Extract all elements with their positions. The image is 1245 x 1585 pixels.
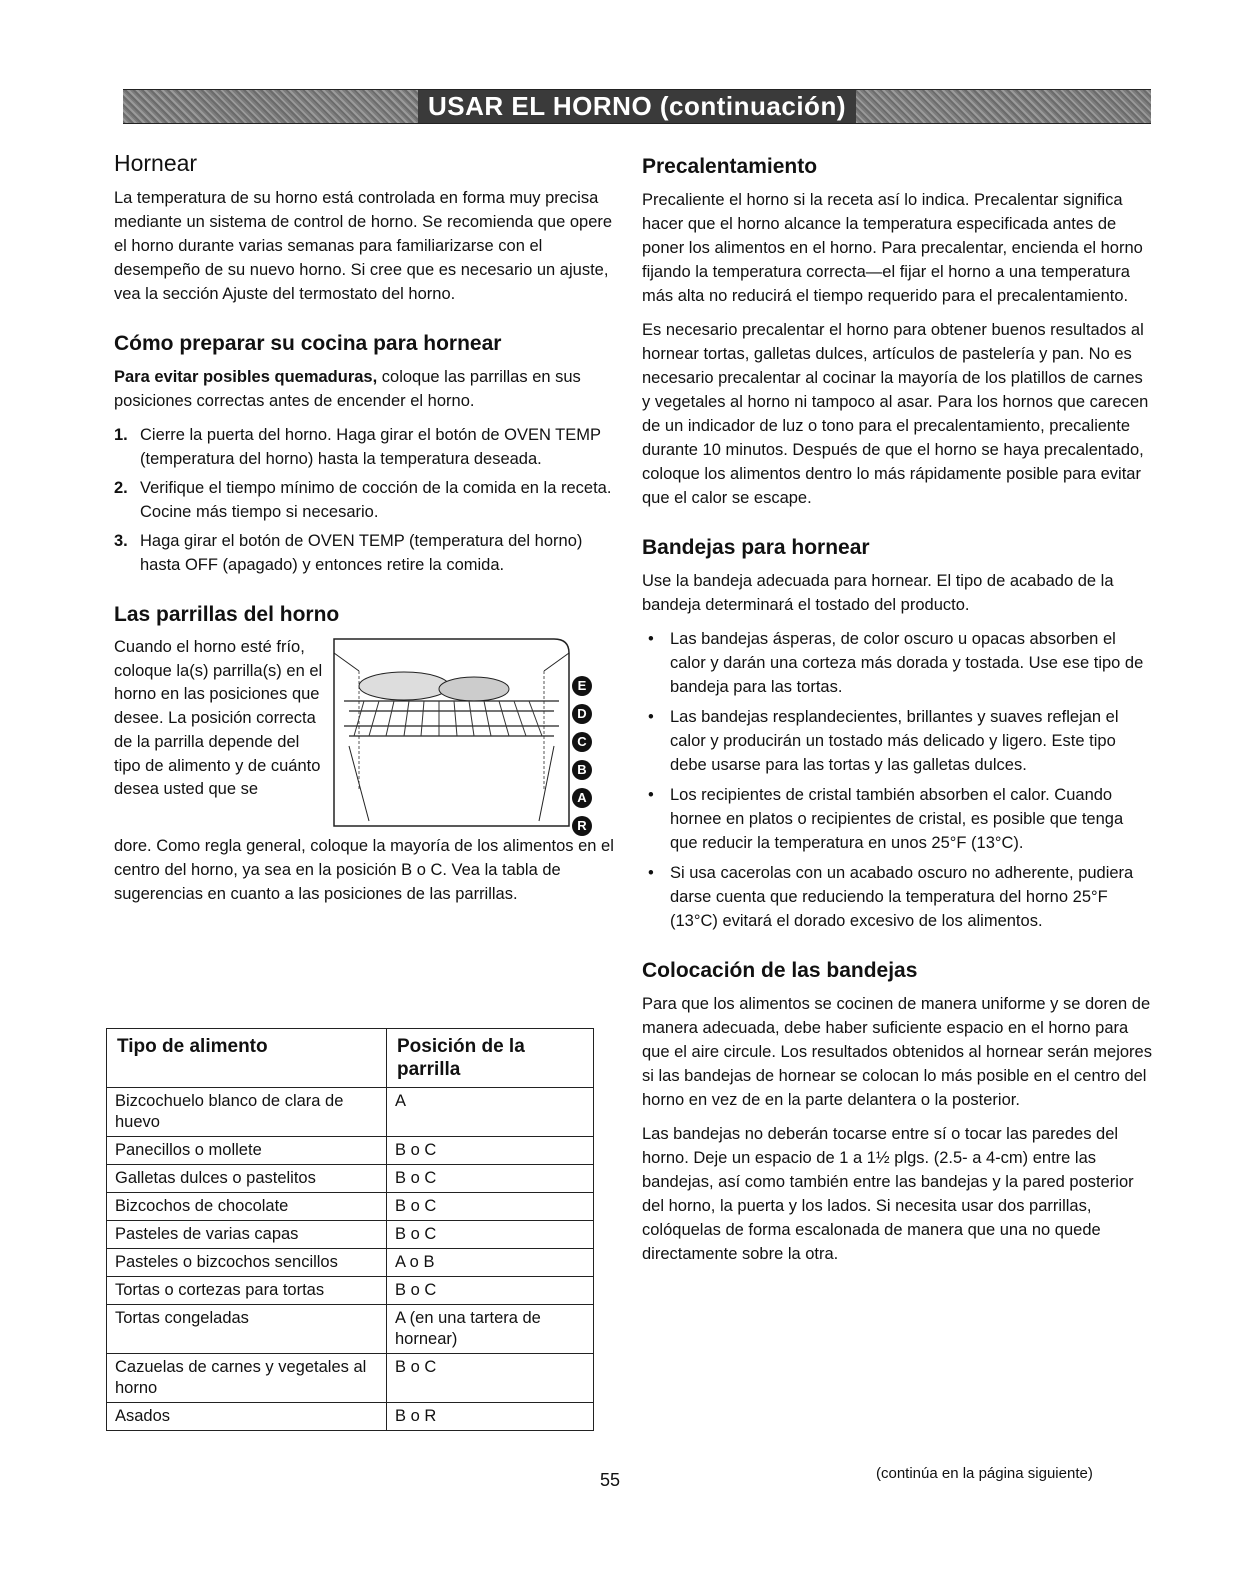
cell-food: Bizcochuelo blanco de clara de huevo (107, 1088, 387, 1137)
step-number: 1. (114, 426, 128, 444)
cell-food: Asados (107, 1403, 387, 1431)
table-row (107, 1165, 594, 1193)
section-hornear (114, 150, 614, 306)
col-header-food: Tipo de alimento (107, 1029, 387, 1088)
cell-position: B o R (387, 1403, 594, 1431)
list-item (642, 861, 1152, 933)
table-row (107, 1354, 594, 1403)
continued-note: (continúa en la página siguiente) (876, 1465, 1093, 1482)
bandejas-intro: Use la bandeja adecuada para hornear. El tipo de acabado de la bandeja determinará el tostado del producto. (642, 572, 1114, 614)
oven-rack-illustration (324, 631, 594, 836)
step-text: Verifique el tiempo mínimo de cocción de la comida en la receta. Cocine más tiempo si necesario. (140, 479, 612, 521)
cell-position: A (en una tartera de hornear) (387, 1305, 594, 1354)
page-number: 55 (600, 1470, 621, 1490)
rack-label-c: C (572, 732, 592, 752)
table-row (107, 1088, 594, 1137)
bullet-text: Las bandejas resplandecientes, brillantes y suaves reflejan el calor y producirán un tostado más delicado y ligero. Este tipo debe usarse para las tortas y las galletas dulces. (670, 708, 1119, 774)
preparar-steps (114, 423, 614, 577)
rack-position-table (106, 1028, 594, 1431)
cell-food: Tortas congeladas (107, 1305, 387, 1354)
section-bandejas (642, 536, 1152, 933)
bullet-icon: • (648, 864, 654, 882)
preparar-heading: Cómo preparar su cocina para hornear (114, 332, 502, 355)
bandejas-bullets (642, 627, 1152, 933)
hornear-body: La temperatura de su horno está controlada en forma muy precisa mediante un sistema de control de horno. Se recomienda que opere el horno durante varias semanas para familiarizarse con el desempeño de su nuevo horno. Si cree que es necesario un ajuste, vea la sección Ajuste del termostato del horno. (114, 189, 613, 303)
rack-label-b: B (572, 760, 592, 780)
rack-position-labels (572, 676, 594, 844)
cell-position: B o C (387, 1165, 594, 1193)
bullet-text: Las bandejas ásperas, de color oscuro u opacas absorben el calor y darán una corteza más dorada y tostada. Use ese tipo de bandeja para las tortas. (670, 630, 1144, 696)
parrillas-figure-area (114, 636, 614, 834)
table-row (107, 1221, 594, 1249)
parrillas-heading: Las parrillas del horno (114, 603, 340, 626)
table-row (107, 1305, 594, 1354)
cell-food: Bizcochos de chocolate (107, 1193, 387, 1221)
cell-food: Galletas dulces o pastelitos (107, 1165, 387, 1193)
cell-food: Tortas o cortezas para tortas (107, 1277, 387, 1305)
preparar-intro (114, 365, 614, 413)
rack-label-e: E (572, 676, 592, 696)
step-number: 2. (114, 479, 128, 497)
step-number: 3. (114, 532, 128, 550)
bullet-icon: • (648, 630, 654, 648)
right-column (642, 155, 1152, 1276)
cell-food: Cazuelas de carnes y vegetales al horno (107, 1354, 387, 1403)
list-item (114, 423, 614, 471)
section-precalentamiento (642, 155, 1152, 510)
bullet-text: Los recipientes de cristal también absorben el calor. Cuando hornee en platos o recipientes de cristal, es posible que tenga que reducir la temperatura en unos 25°F (13°C). (670, 786, 1124, 852)
cell-food: Pasteles de varias capas (107, 1221, 387, 1249)
left-column (114, 150, 614, 916)
rack-label-r: R (572, 816, 592, 836)
step-text: Cierre la puerta del horno. Haga girar el botón de OVEN TEMP (temperatura del horno) hasta la temperatura deseada. (140, 426, 601, 468)
bandejas-heading: Bandejas para hornear (642, 536, 870, 559)
list-item (642, 783, 1152, 855)
precalentamiento-p1: Precaliente el horno si la receta así lo indica. Precalentar significa hacer que el horno alcance la temperatura especificada antes de poner los alimentos en el horno. Para precalentar, encienda el horno fijando la temperatura correcta—el fijar el horno a una temperatura más alta no reducirá el tiempo requerido para el precalentamiento. (642, 191, 1143, 305)
cell-position: A (387, 1088, 594, 1137)
section-colocacion (642, 959, 1152, 1266)
cell-food: Panecillos o mollete (107, 1137, 387, 1165)
cell-position: B o C (387, 1221, 594, 1249)
list-item (114, 529, 614, 577)
preparar-lead: Para evitar posibles quemaduras, (114, 368, 378, 386)
list-item (642, 627, 1152, 699)
cell-position: B o C (387, 1354, 594, 1403)
colocacion-p1: Para que los alimentos se cocinen de manera uniforme y se doren de manera adecuada, debe haber suficiente espacio en el horno para que el aire circule. Los resultados obtenidos al hornear serán mejores si las bandejas de hornear se colocan lo más posible en el centro del horno en vez de en la parte delantera o la posterior. (642, 995, 1152, 1109)
cell-food: Pasteles o bizcochos sencillos (107, 1249, 387, 1277)
step-text: Haga girar el botón de OVEN TEMP (temperatura del horno) hasta OFF (apagado) y entonces retire la comida. (140, 532, 583, 574)
list-item (114, 476, 614, 524)
preparar-lead-rest: coloque las parrillas en sus posiciones correctas antes de encender el horno. (114, 368, 581, 410)
table-header-row (107, 1029, 594, 1088)
bullet-icon: • (648, 786, 654, 804)
table-row (107, 1193, 594, 1221)
cell-position: B o C (387, 1277, 594, 1305)
parrillas-body-rest: dore. Como regla general, coloque la mayoría de los alimentos en el centro del horno, ya sea en la posición B o C. Vea la tabla de sugerencias en cuanto a las posiciones de las parrillas. (114, 837, 614, 903)
bullet-icon: • (648, 708, 654, 726)
page-banner (123, 89, 1151, 124)
cell-position: A o B (387, 1249, 594, 1277)
list-item (642, 705, 1152, 777)
col-header-position: Posición de la parrilla (387, 1029, 594, 1088)
parrillas-body-wrap: Cuando el horno esté frío, coloque la(s) parrilla(s) en el horno en las posiciones que desee. La posición correcta de la parrilla depende del tipo de alimento y de cuánto desea usted que se (114, 638, 323, 799)
hornear-heading: Hornear (114, 150, 198, 176)
table-row (107, 1403, 594, 1431)
cell-position: B o C (387, 1193, 594, 1221)
precalentamiento-p2: Es necesario precalentar el horno para obtener buenos resultados al hornear tortas, galletas dulces, artículos de pastelería y pan. No es necesario precalentar al cocinar la mayoría de los platillos de carnes y vegetales al horno ni tampoco al asar. Para los hornos que carecen de un indicador de luz o tono para el precalentamiento, precaliente durante 10 minutos. Después de que el horno se haya precalentado, coloque los alimentos dentro lo más rápidamente posible para evitar que el calor se escape. (642, 321, 1149, 507)
table-row (107, 1249, 594, 1277)
colocacion-p2: Las bandejas no deberán tocarse entre sí o tocar las paredes del horno. Deje un espacio de 1 a 1½ plgs. (2.5- a 4-cm) entre las bandejas, así como también entre las bandejas y la pared posterior del horno, la puerta y los lados. Si necesita usar dos parrillas, colóquelas de forma escalonada de manera que una no quede directamente sobre la otra. (642, 1125, 1134, 1263)
section-parrillas (114, 603, 614, 906)
rack-label-a: A (572, 788, 592, 808)
table-row (107, 1137, 594, 1165)
banner-title: USAR EL HORNO (continuación) (418, 90, 856, 123)
table-row (107, 1277, 594, 1305)
colocacion-heading: Colocación de las bandejas (642, 959, 918, 982)
precalentamiento-heading: Precalentamiento (642, 155, 818, 178)
rack-label-d: D (572, 704, 592, 724)
cell-position: B o C (387, 1137, 594, 1165)
bullet-text: Si usa cacerolas con un acabado oscuro no adherente, pudiera darse cuenta que reduciendo la temperatura del horno 25°F (13°C) evitará el dorado excesivo de los alimentos. (670, 864, 1134, 930)
section-preparar (114, 332, 614, 577)
